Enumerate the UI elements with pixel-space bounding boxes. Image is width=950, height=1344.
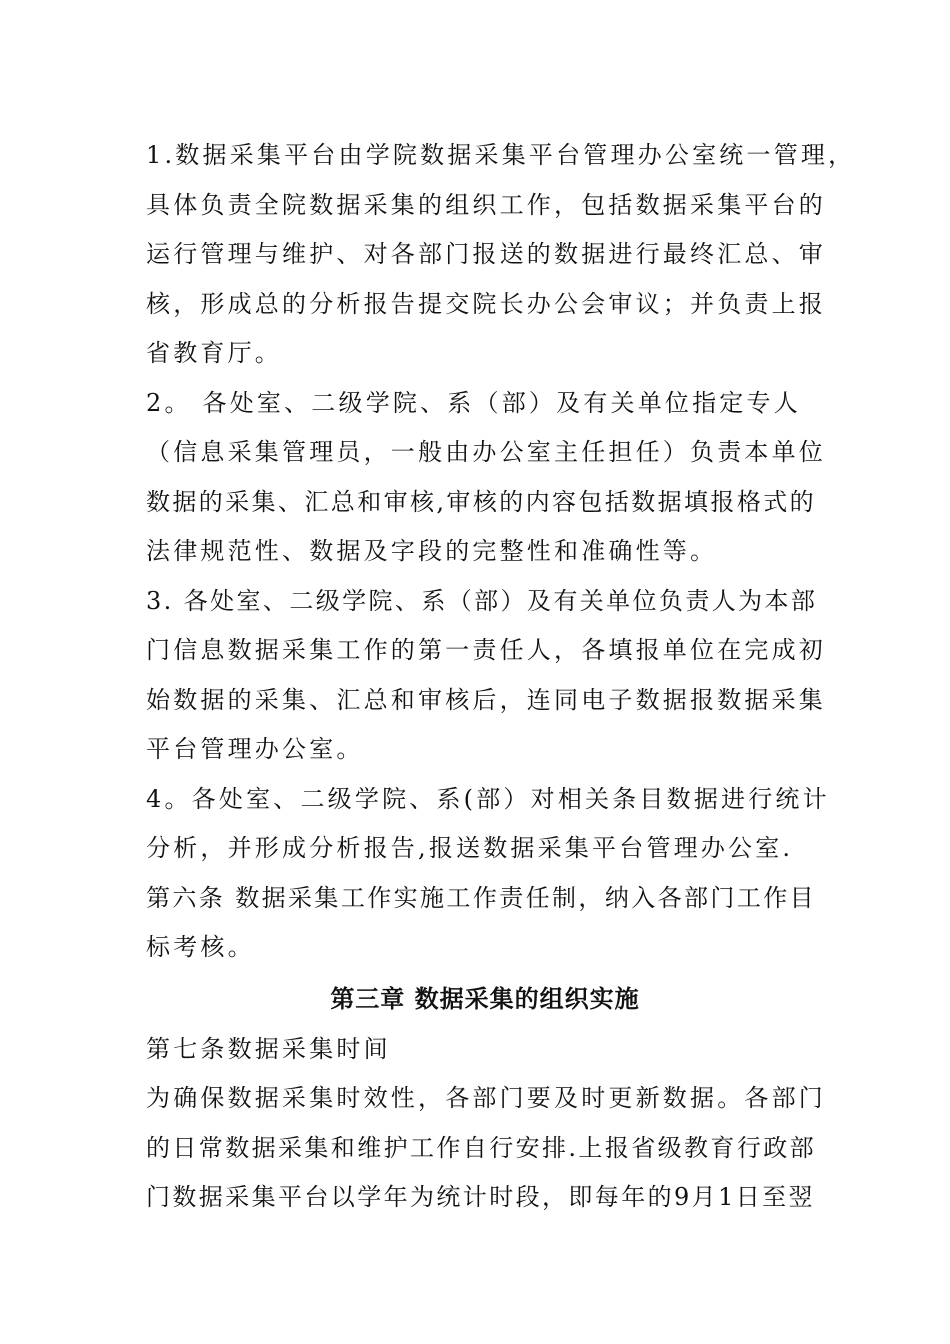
paragraph-line: 平台管理办公室。 — [146, 735, 364, 763]
article-title: 第七条数据采集时间 — [146, 1034, 391, 1063]
chapter-heading: 第三章 数据采集的组织实施 — [330, 983, 640, 1013]
paragraph-line: 始数据的采集、汇总和审核后，连同电子数据报数据采集 — [146, 685, 826, 714]
paragraph-line: 运行管理与维护、对各部门报送的数据进行最终汇总、审 — [146, 240, 826, 268]
paragraph-line: 具体负责全院数据采集的组织工作，包括数据采集平台的 — [146, 190, 826, 219]
paragraph-line: 门数据采集平台以学年为统计时段，即每年的9月1日至翌 — [146, 1183, 815, 1211]
paragraph-line: 省教育厅。 — [146, 339, 282, 367]
paragraph-line: 的日常数据采集和维护工作自行安排.上报省级教育行政部 — [146, 1133, 817, 1162]
paragraph-line: 1.数据采集平台由学院数据采集平台管理办公室统一管理， — [146, 141, 856, 169]
paragraph-line: 法律规范性、数据及字段的完整性和准确性等。 — [146, 537, 718, 565]
document-body — [146, 131, 856, 1223]
paragraph-line: 门信息数据采集工作的第一责任人，各填报单位在完成初 — [146, 636, 826, 664]
paragraph-line: （信息采集管理员，一般由办公室主任担任）负责本单位 — [146, 438, 826, 466]
paragraph-line: 第六条 数据采集工作实施工作责任制，纳入各部门工作目 — [146, 883, 817, 912]
paragraph-line: 核，形成总的分析报告提交院长办公会审议；并负责上报 — [146, 289, 826, 318]
paragraph-line: 2。 各处室、二级学院、系（部）及有关单位指定专人 — [146, 388, 801, 417]
paragraph-line: 分析，并形成分析报告,报送数据采集平台管理办公室. — [146, 834, 794, 862]
paragraph-line: 数据的采集、汇总和审核,审核的内容包括数据填报格式的 — [146, 487, 817, 516]
paragraph-line: 为确保数据采集时效性，各部门要及时更新数据。各部门 — [146, 1084, 826, 1112]
paragraph-line: 3. 各处室、二级学院、系（部）及有关单位负责人为本部 — [146, 586, 818, 615]
paragraph-line: 标考核。 — [146, 933, 255, 961]
paragraph-line: 4。各处室、二级学院、系(部）对相关条目数据进行统计 — [146, 784, 830, 813]
